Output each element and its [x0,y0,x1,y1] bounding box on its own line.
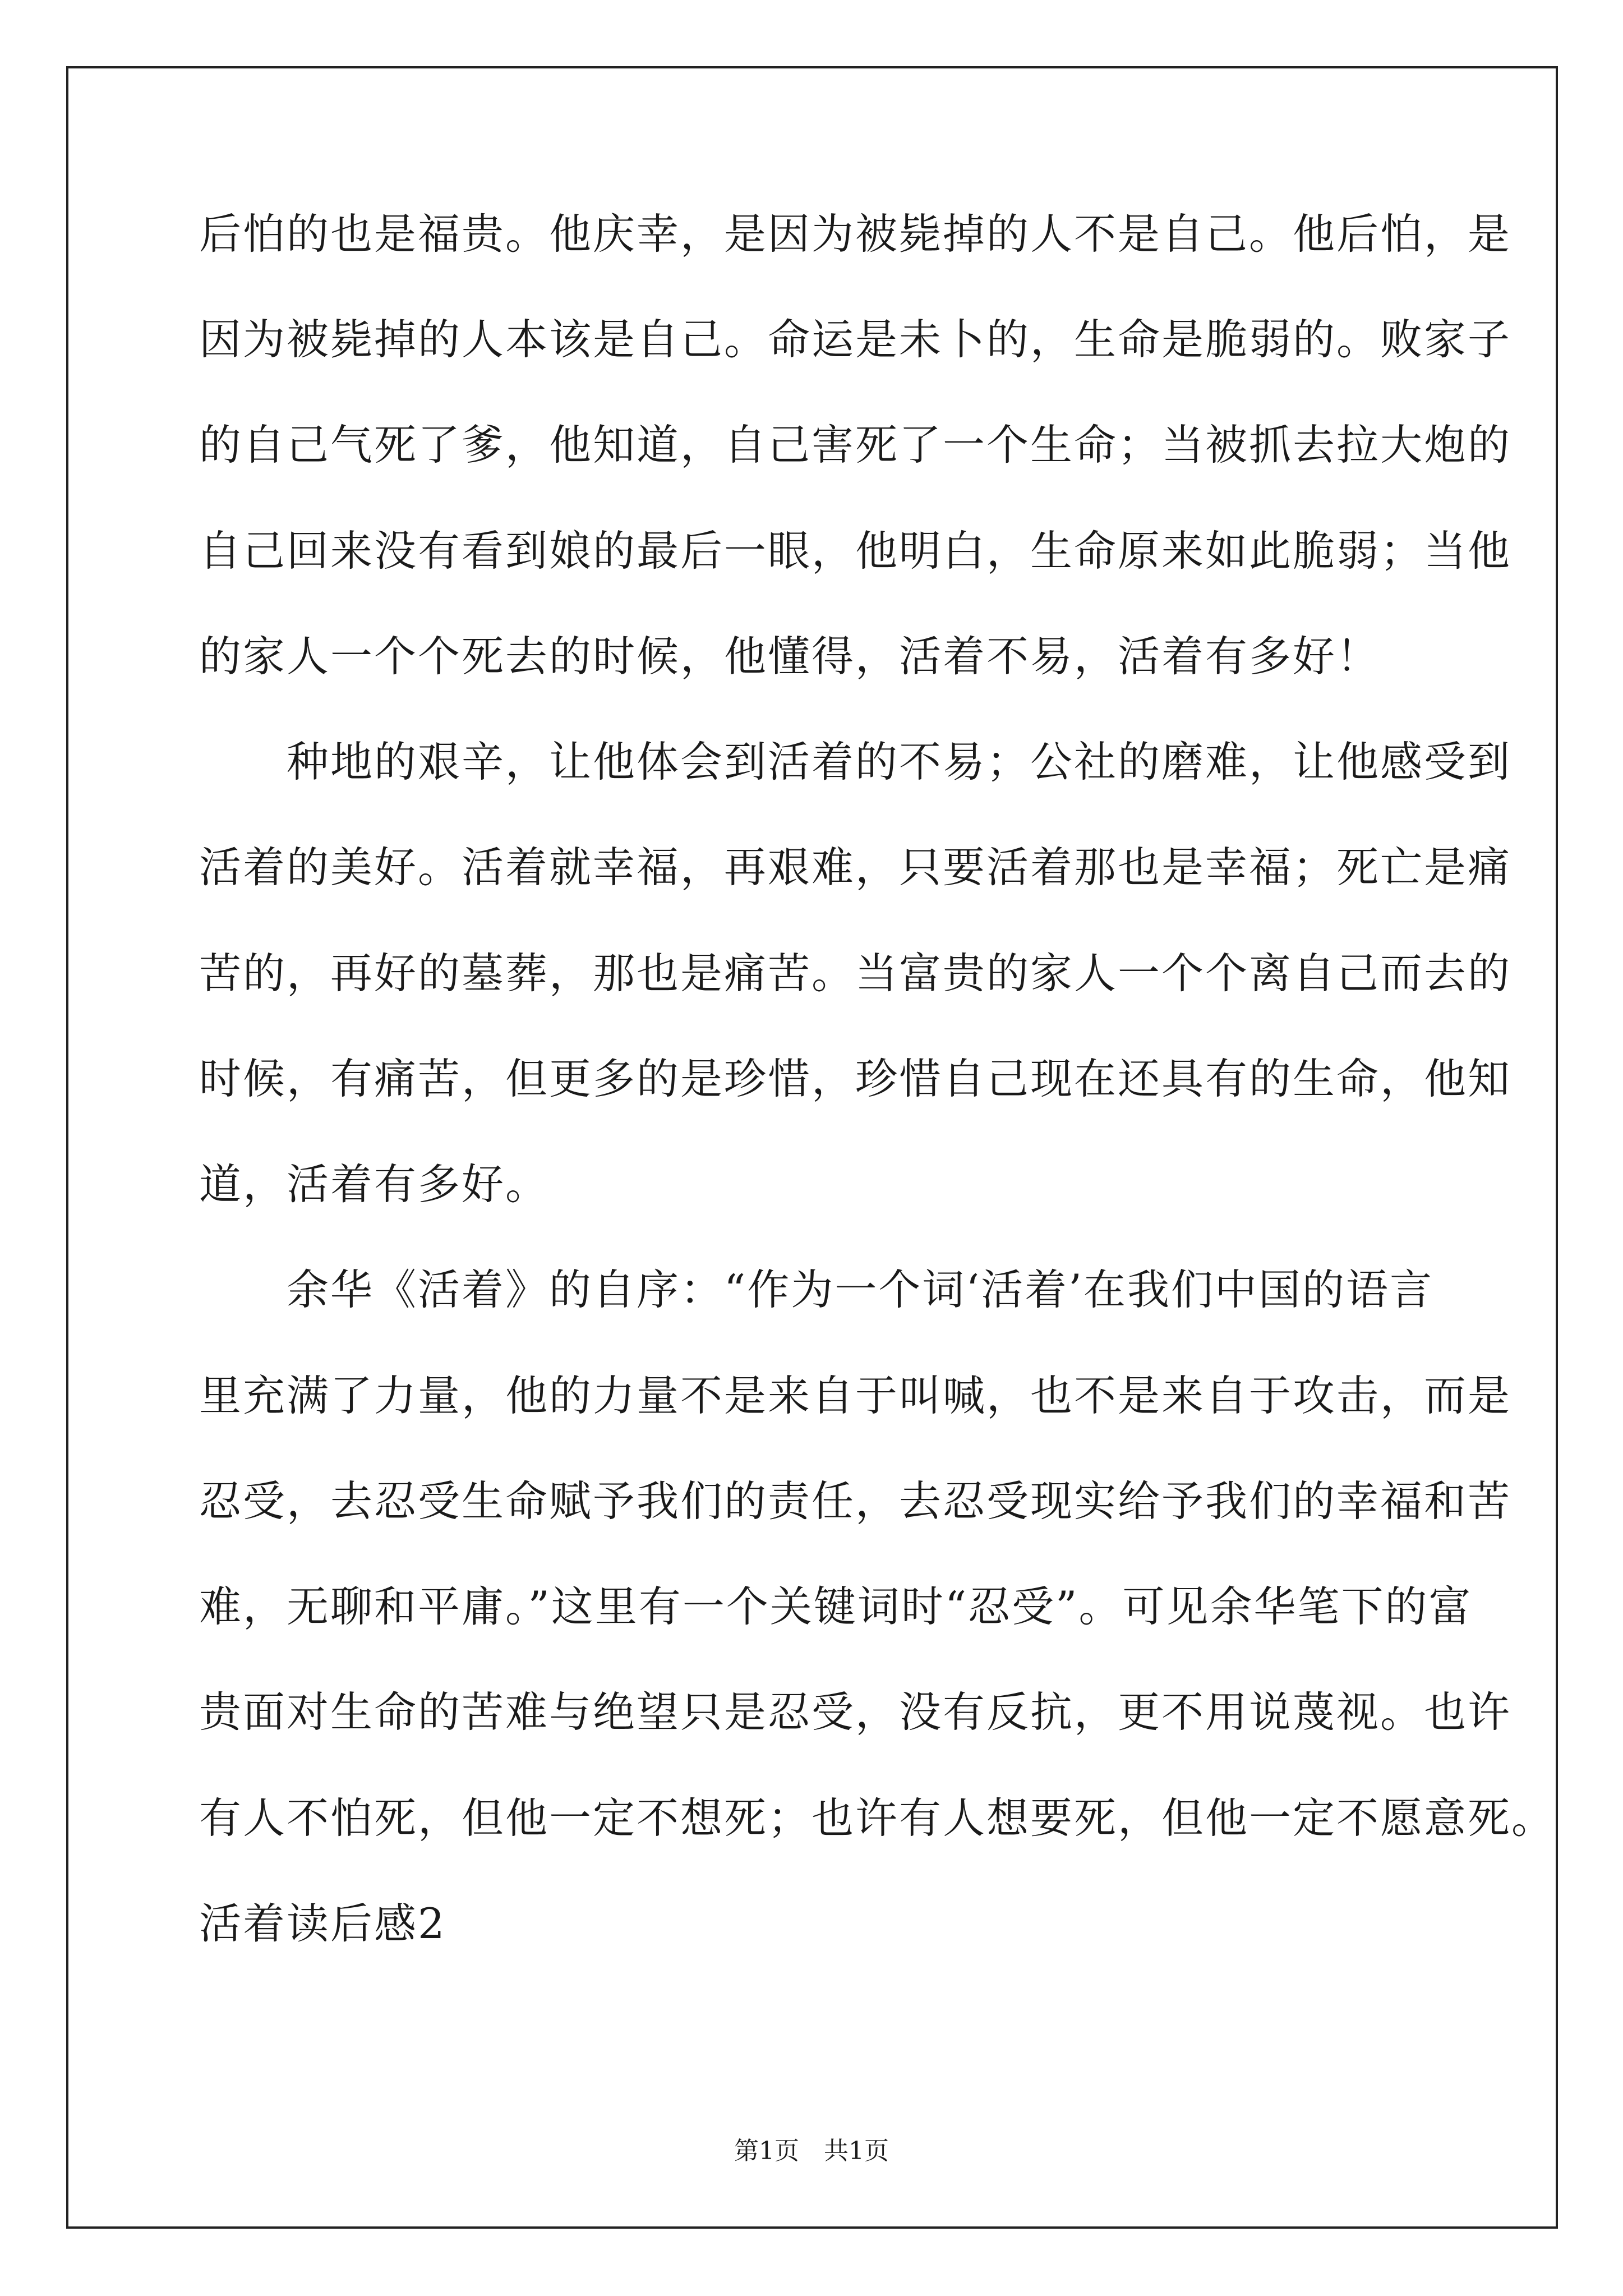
text-line: 自己回来没有看到娘的最后一眼，他明白，生命原来如此脆弱；当他 [199,526,1512,576]
text-line: 因为被毙掉的人本该是自己。命运是未卜的，生命是脆弱的。败家子 [199,315,1512,364]
section-heading: 活着读后感2 [199,1899,446,1948]
text-line: 贵面对生命的苦难与绝望只是忍受，没有反抗，更不用说蔑视。也许 [199,1687,1512,1737]
text-line: 种地的艰辛，让他体会到活着的不易；公社的磨难，让他感受到 [199,737,1512,786]
text-line: 余华《活着》的自序：“作为一个词‘活着’在我们中国的语言 [199,1265,1434,1314]
page-number-footer: 第1页 共1页 [734,2137,889,2165]
text-line: 后怕的也是福贵。他庆幸，是因为被毙掉的人不是自己。他后怕，是 [199,209,1512,259]
text-line: 的家人一个个死去的时候，他懂得，活着不易，活着有多好！ [199,632,1381,681]
text-line: 活着的美好。活着就幸福，再艰难，只要活着那也是幸福；死亡是痛 [199,843,1512,892]
text-line: 里充满了力量，他的力量不是来自于叫喊，也不是来自于攻击，而是 [199,1371,1512,1420]
text-line: 的自己气死了爹，他知道，自己害死了一个生命；当被抓去拉大炮的 [199,420,1512,470]
text-line: 道，活着有多好。 [199,1159,550,1209]
text-line: 难，无聊和平庸。”这里有一个关键词时“忍受”。可见余华笔下的富 [199,1582,1473,1631]
text-line: 时候，有痛苦，但更多的是珍惜，珍惜自己现在还具有的生命，他知 [199,1054,1512,1103]
text-line: 苦的，再好的墓葬，那也是痛苦。当富贵的家人一个个离自己而去的 [199,949,1512,998]
text-line: 忍受，去忍受生命赋予我们的责任，去忍受现实给予我们的幸福和苦 [199,1476,1512,1526]
text-line: 有人不怕死，但他一定不想死；也许有人想要死，但他一定不愿意死。 [199,1793,1556,1843]
